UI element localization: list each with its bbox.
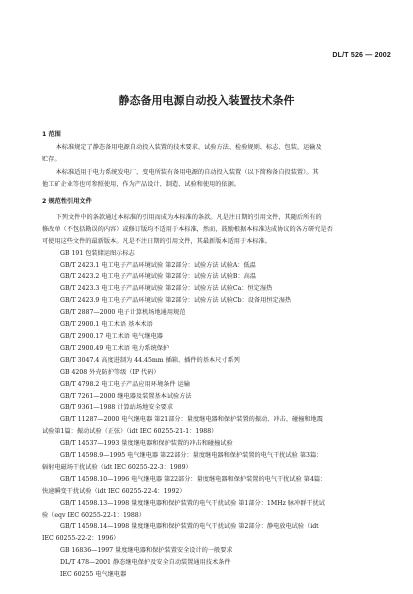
standard-number: DL/T 526 — 2002 bbox=[332, 52, 391, 59]
section-2-intro-line-3: 可使用这些文件的最新版本。凡是不注日期的引用文件，其最新版本适用于本标准。 bbox=[42, 237, 271, 245]
document-title: 静态备用电源自动投入装置技术条件 bbox=[118, 94, 295, 107]
reference-item: DL/T 478—2001 静态继电保护及安全自动装置通用技术条件 bbox=[60, 559, 231, 567]
reference-item: IEC 60255 电气继电器 bbox=[60, 571, 127, 579]
reference-item: GB/T 2900.17 电工术语 电气继电器 bbox=[60, 332, 163, 340]
reference-item-line-2: IEC 60255-22-2：1996） bbox=[42, 535, 120, 543]
reference-item: GB/T 9361—1988 计算站场地安全要求 bbox=[60, 404, 174, 412]
section-2-intro-line-1: 下列文件中的条款通过本标准的引用而成为本标准的条款。凡是注日期的引用文件，其随后所有的 bbox=[55, 213, 322, 221]
reference-item: GB 4208 外壳防护等级（IP 代码） bbox=[60, 368, 160, 376]
reference-item: GB/T 7261—2000 继电器及装置基本试验方法 bbox=[60, 392, 192, 400]
reference-item-line-2: 快速瞬变干扰试验（idt IEC 60255-22-4：1992） bbox=[42, 487, 186, 495]
reference-item-line-2: 试验第1篇：振动试验（正弦）（idt IEC 60255-21-1：1988） bbox=[42, 428, 218, 436]
reference-item-line-1: GB/T 14598.9—1995 电气继电器 第22部分：量度继电器和保护装置的电气干扰试验 第3篇： bbox=[60, 452, 323, 460]
reference-item: GB 191 包装储运图示标志 bbox=[60, 249, 135, 257]
reference-item: GB/T 14537—1993 量度继电器和保护装置的冲击和碰撞试验 bbox=[60, 440, 233, 448]
section-2 bbox=[42, 196, 393, 581]
reference-item-line-1: GB/T 11287—2000 电气继电器 第21部分：量度继电器和保护装置的振动、冲击、碰撞和地震 bbox=[60, 416, 323, 424]
section-1-para-2-line-2: 他工矿企业等也可参照使用，作为产品设计、制造、试验和使用的依据。 bbox=[42, 181, 240, 189]
reference-item: GB/T 2423.9 电工电子产品环境试验 第2部分：试验方法 试验Cb：设备用恒定湿热 bbox=[60, 297, 292, 305]
section-1-heading: 1 范围 bbox=[42, 131, 61, 138]
reference-item: GB/T 3047.4 高度进制为 44.45mm 插箱、插件的基本尺寸系列 bbox=[60, 356, 240, 364]
reference-item: GB 16836—1997 量度继电器和保护装置安全设计的一般要求 bbox=[60, 547, 233, 555]
reference-item: GB/T 2423.1 电工电子产品环境试验 第2部分：试验方法 试验A：低温 bbox=[60, 261, 256, 269]
reference-item: GB/T 2423.2 电工电子产品环境试验 第2部分：试验方法 试验B：高温 bbox=[60, 273, 257, 281]
section-1 bbox=[42, 129, 393, 192]
reference-item: GB/T 2887—2000 电子计算机场地通用规范 bbox=[60, 309, 186, 317]
section-2-heading: 2 规范性引用文件 bbox=[42, 198, 92, 205]
reference-item: GB/T 2900.1 电工术语 基本术语 bbox=[60, 321, 153, 329]
reference-item-line-2: 辐射电磁场干扰试验（idt IEC 60255-22-3：1989） bbox=[42, 463, 192, 471]
section-1-para-1-line-2: 贮存。 bbox=[42, 156, 61, 164]
reference-item-line-1: GB/T 14598.13—1998 量度继电器和保护装置的电气干扰试验 第1部分：1MHz 脉冲群干扰试 bbox=[60, 499, 325, 507]
reference-item-line-2: 验（eqv IEC 60255-22-1：1988） bbox=[42, 511, 145, 519]
reference-item-line-1: GB/T 14598.10—1996 电气继电器 第22部分：量度继电器和保护装置的电气干扰试验 第4篇： bbox=[60, 475, 327, 483]
section-1-para-1-line-1: 本标准规定了静态备用电源自动投入装置的技术要求、试验方法、检验规则、标志、包装、运输及 bbox=[55, 143, 322, 151]
reference-item-line-1: GB/T 14598.14—1998 量度继电器和保护装置的电气干扰试验 第2部分：静电放电试验（idt bbox=[60, 523, 319, 531]
section-1-para-2-line-1: 本标准适用于电力系统发电厂、变电所装有备用电源的自动投入装置（以下简称备自投装置）。其 bbox=[55, 168, 319, 176]
reference-item: GB/T 2423.3 电工电子产品环境试验 第2部分：试验方法 试验Ca：恒定湿热 bbox=[60, 285, 273, 293]
section-2-intro-line-2: 修改单（不包括勘误的内容）或修订版均不适用于本标准，然而，鼓励根据本标准达成协议的各方研究是否 bbox=[42, 225, 333, 233]
reference-item: GB/T 4798.2 电工电子产品应用环境条件 运输 bbox=[60, 380, 190, 388]
reference-item: GB/T 2900.49 电工术语 电力系统保护 bbox=[60, 344, 170, 352]
